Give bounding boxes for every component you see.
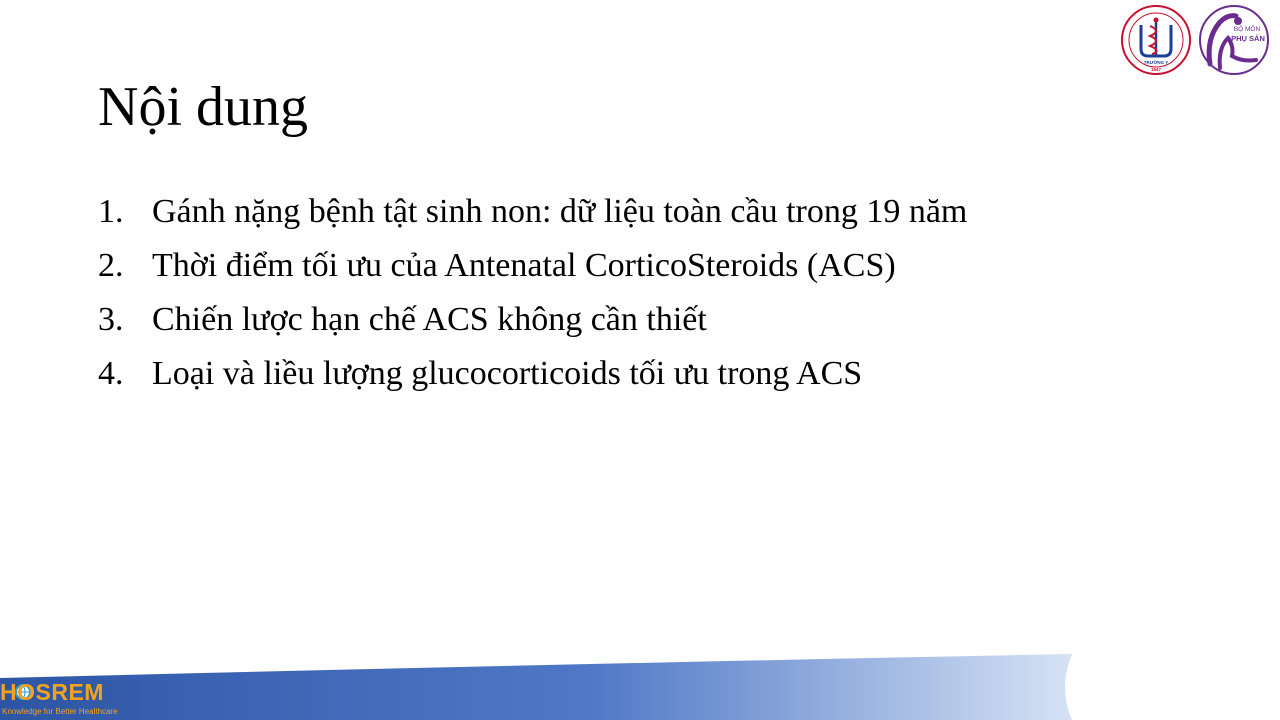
list-item — [98, 354, 967, 394]
school-logo — [1120, 4, 1192, 76]
list-item-number: 3. — [98, 301, 124, 338]
list-item-text: Chiến lược hạn chế ACS không cần thiết — [152, 301, 707, 338]
list-item — [98, 300, 967, 340]
header-logos — [1120, 4, 1270, 76]
list-item — [98, 192, 967, 232]
slide-title: Nội dung — [98, 76, 308, 138]
department-logo-text-bottom: PHỤ SẢN — [1231, 34, 1265, 43]
list-item-number: 2. — [98, 247, 124, 284]
footer-band — [0, 650, 1280, 720]
school-logo-text: TRƯỜNG Y — [1143, 60, 1169, 65]
list-item-text: Thời điểm tối ưu của Antenatal CorticoSteroids (ACS) — [152, 247, 896, 284]
department-logo — [1198, 4, 1270, 76]
list-item-number: 4. — [98, 355, 124, 392]
department-logo-text-top: BỘ MÔN — [1233, 26, 1261, 33]
list-item-number: 1. — [98, 193, 124, 230]
content-list — [98, 192, 967, 408]
school-logo-year: 1947 — [1150, 67, 1162, 72]
hosrem-tagline: Knowledge for Better Healthcare — [2, 707, 118, 716]
list-item-text: Loại và liều lượng glucocorticoids tối ưu trong ACS — [152, 355, 863, 392]
list-item — [98, 246, 967, 286]
list-item-text: Gánh nặng bệnh tật sinh non: dữ liệu toàn cầu trong 19 năm — [152, 193, 968, 230]
hosrem-brand: HOSREM — [0, 679, 104, 705]
